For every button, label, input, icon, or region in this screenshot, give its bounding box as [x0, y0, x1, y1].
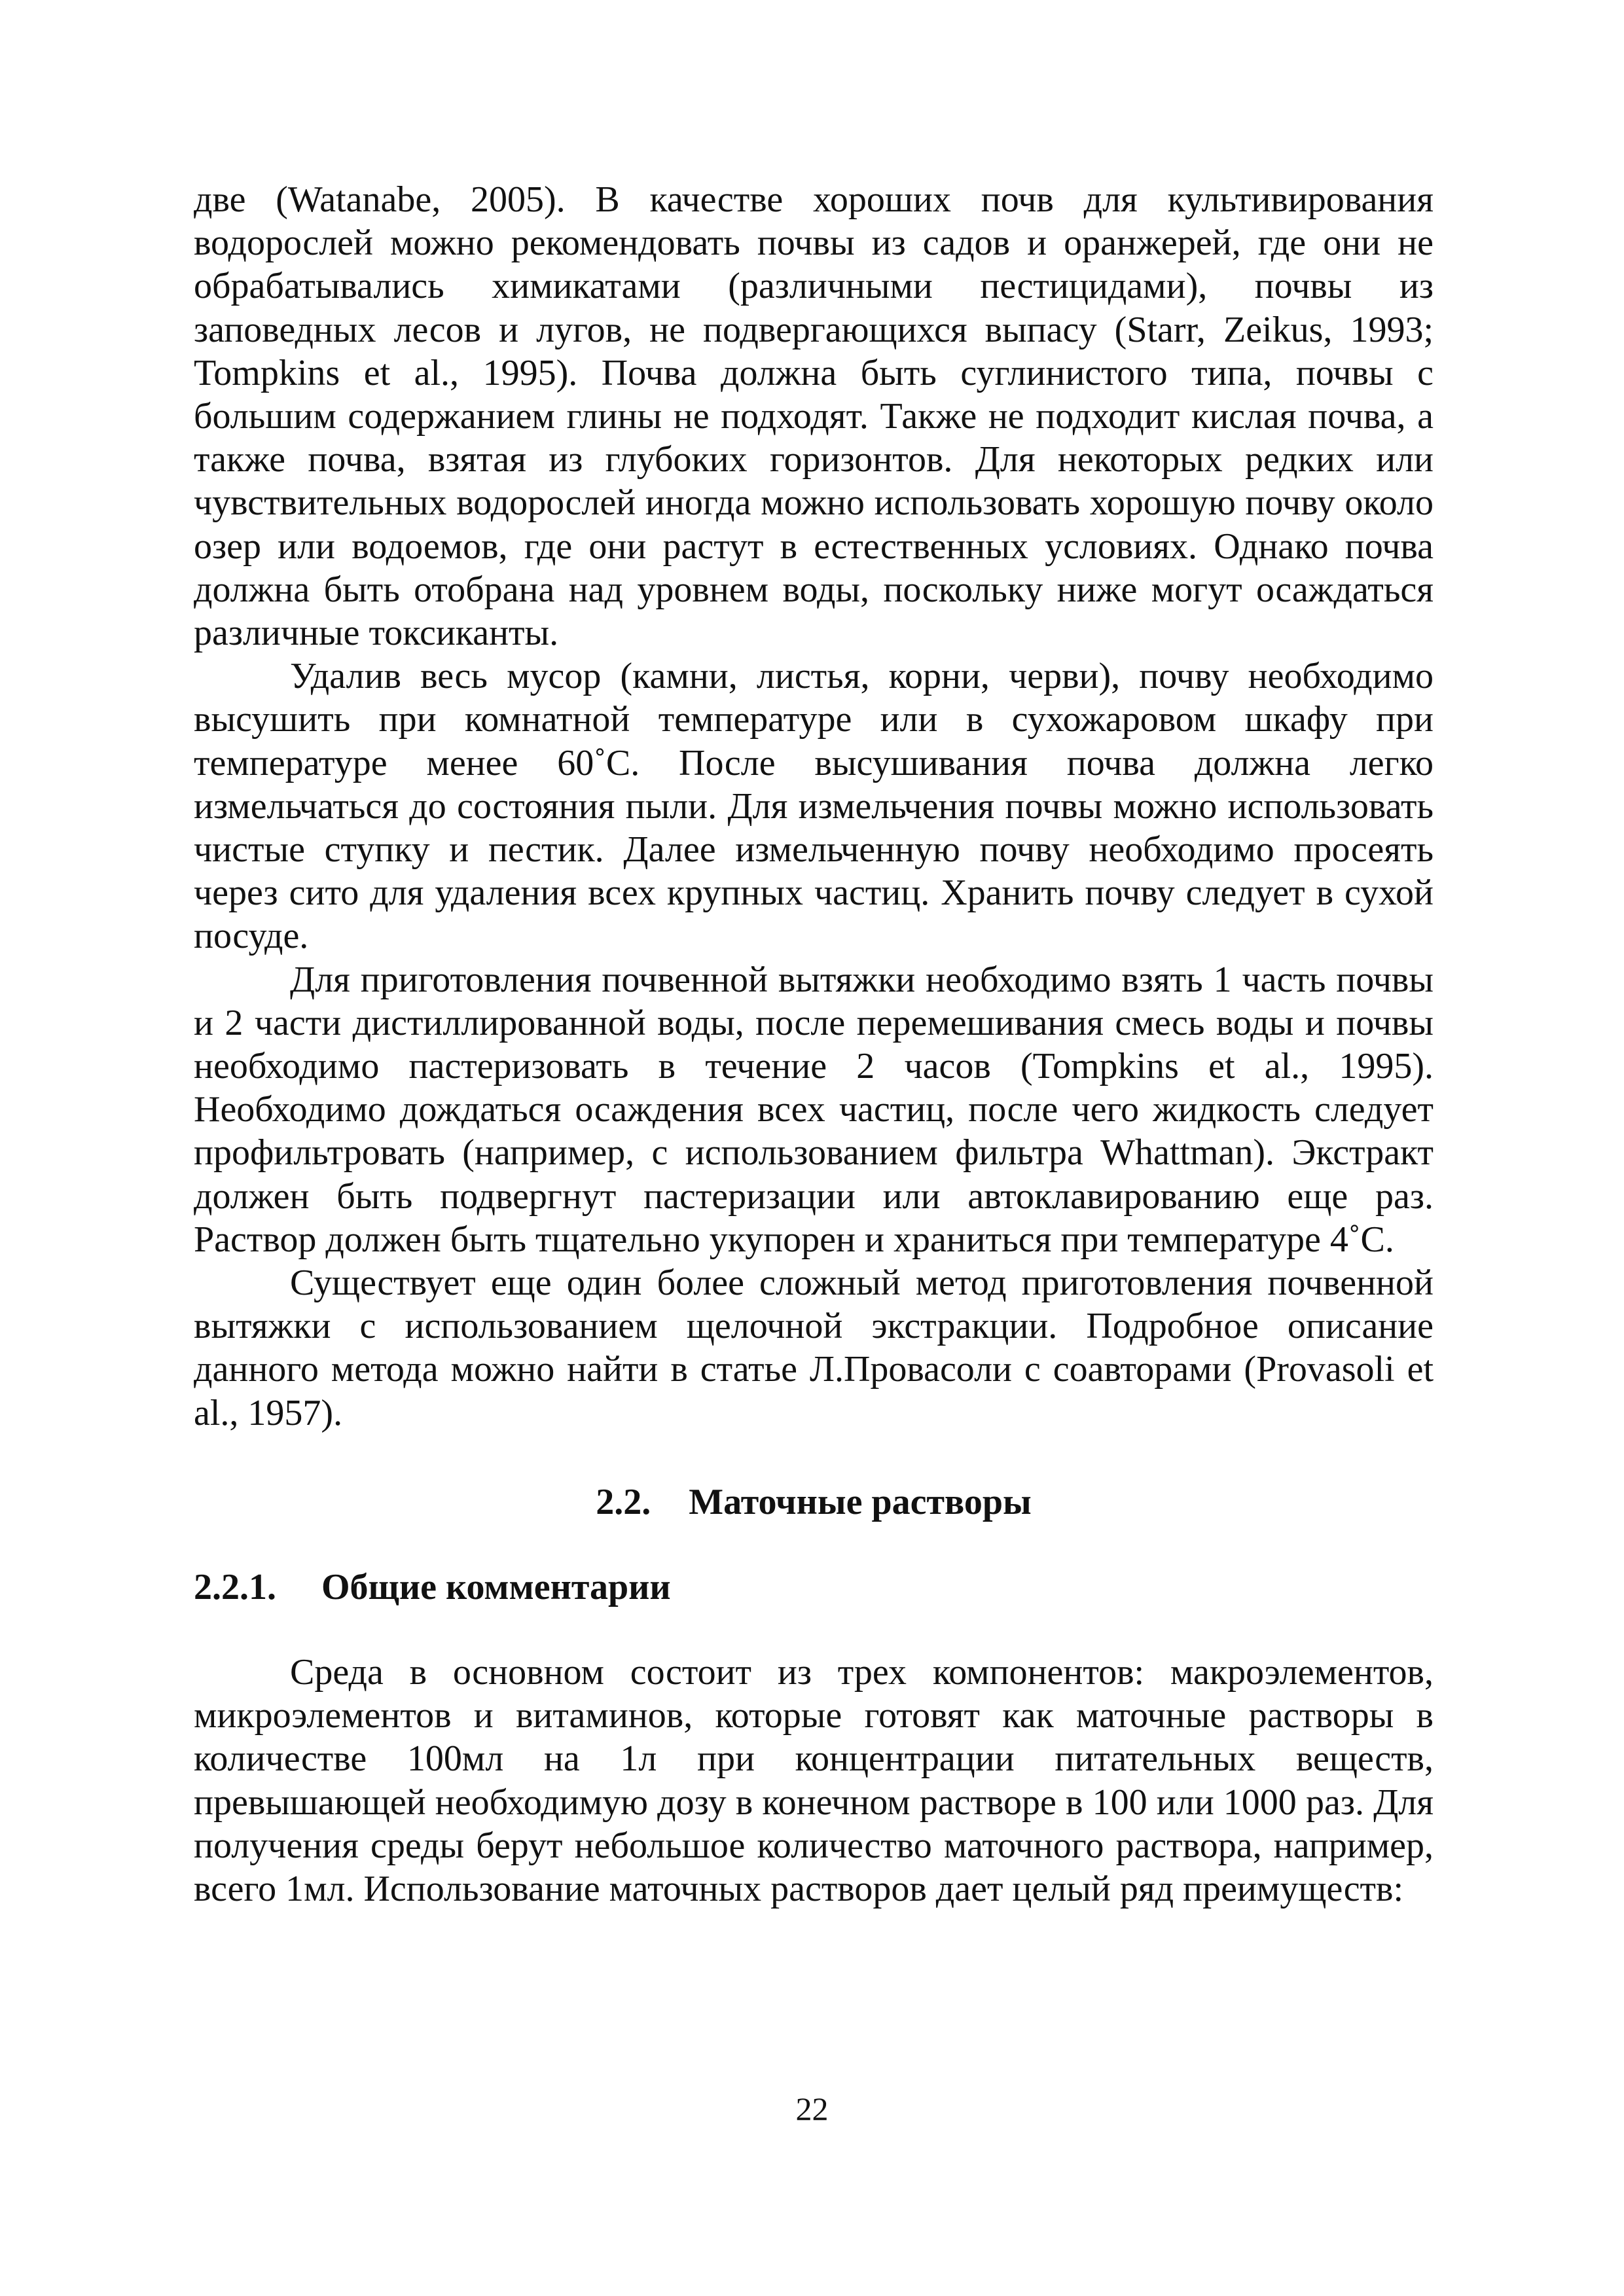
section-heading: [194, 1480, 1434, 1524]
page-number: 22: [795, 2090, 829, 2127]
paragraph-alkaline-extraction: Существует еще один более сложный метод приготовления почвенной вытяжки с использованием щелочной экстракции. Подробное описание данного метода можно найти в статье Л.Провасоли с соавторами (Provasoli et al., 1957).: [194, 1263, 1434, 1433]
subsection-heading: [194, 1566, 1434, 1609]
page-content: [194, 178, 1434, 1910]
paragraph-soil-extract-preparation: Для приготовления почвенной вытяжки необходимо взять 1 часть почвы и 2 части дистиллированной воды, после перемешивания смесь воды и почвы необходимо пастеризовать в течение 2 часов (Tompkins et al., 1995). Необходимо дождаться осаждения всех частиц, после чего жидкость следует профильтровать (например, с использованием фильтра Whattman). Экстракт должен быть подвергнут пастеризации или автоклавированию еще раз. Раствор должен быть тщательно укупорен и храниться при температуре 4˚С.: [194, 959, 1434, 1260]
paragraph-soil-selection: две (Watanabe, 2005). В качестве хороших почв для культивирования водорослей можно рекомендовать почвы из садов и оранжерей, где они не обрабатывались химикатами (различными пестицидами), почвы из заповедных лесов и лугов, не подвергающихся выпасу (Starr, Zeikus, 1993; Tompkins et al., 1995). Почва должна быть суглинистого типа, почвы с большим содержанием глины не подходят. Также не подходит кислая почва, а также почва, взятая из глубоких горизонтов. Для некоторых редких или чувствительных водорослей иногда можно использовать хорошую почву около озер или водоемов, где они растут в естественных условиях. Однако почва должна быть отобрана над уровнем воды, поскольку ниже могут осаждаться различные токсиканты.: [194, 179, 1434, 654]
subsection-number: 2.2.1.: [194, 1566, 276, 1607]
subsection-title: Общие комментарии: [321, 1566, 671, 1607]
paragraph-stock-solutions: Среда в основном состоит из трех компонентов: макроэлементов, микроэлементов и витаминов, которые готовят как маточные растворы в количестве 100мл на 1л при концентрации питательных веществ, превышающей необходимую дозу в конечном растворе в 100 или 1000 раз. Для получения среды берут небольшое количество маточного раствора, например, всего 1мл. Использование маточных растворов дает целый ряд преимуществ:: [194, 1651, 1434, 1909]
paragraph-soil-drying: Удалив весь мусор (камни, листья, корни, черви), почву необходимо высушить при комнатной температуре или в сухожаровом шкафу при температуре менее 60˚С. После высушивания почва должна легко измельчаться до состояния пыли. Для измельчения почвы можно использовать чистые ступку и пестик. Далее измельченную почву необходимо просеять через сито для удаления всех крупных частиц. Хранить почву следует в сухой посуде.: [194, 656, 1434, 957]
section-number: 2.2.: [596, 1481, 651, 1522]
section-title: Маточные растворы: [689, 1481, 1032, 1522]
